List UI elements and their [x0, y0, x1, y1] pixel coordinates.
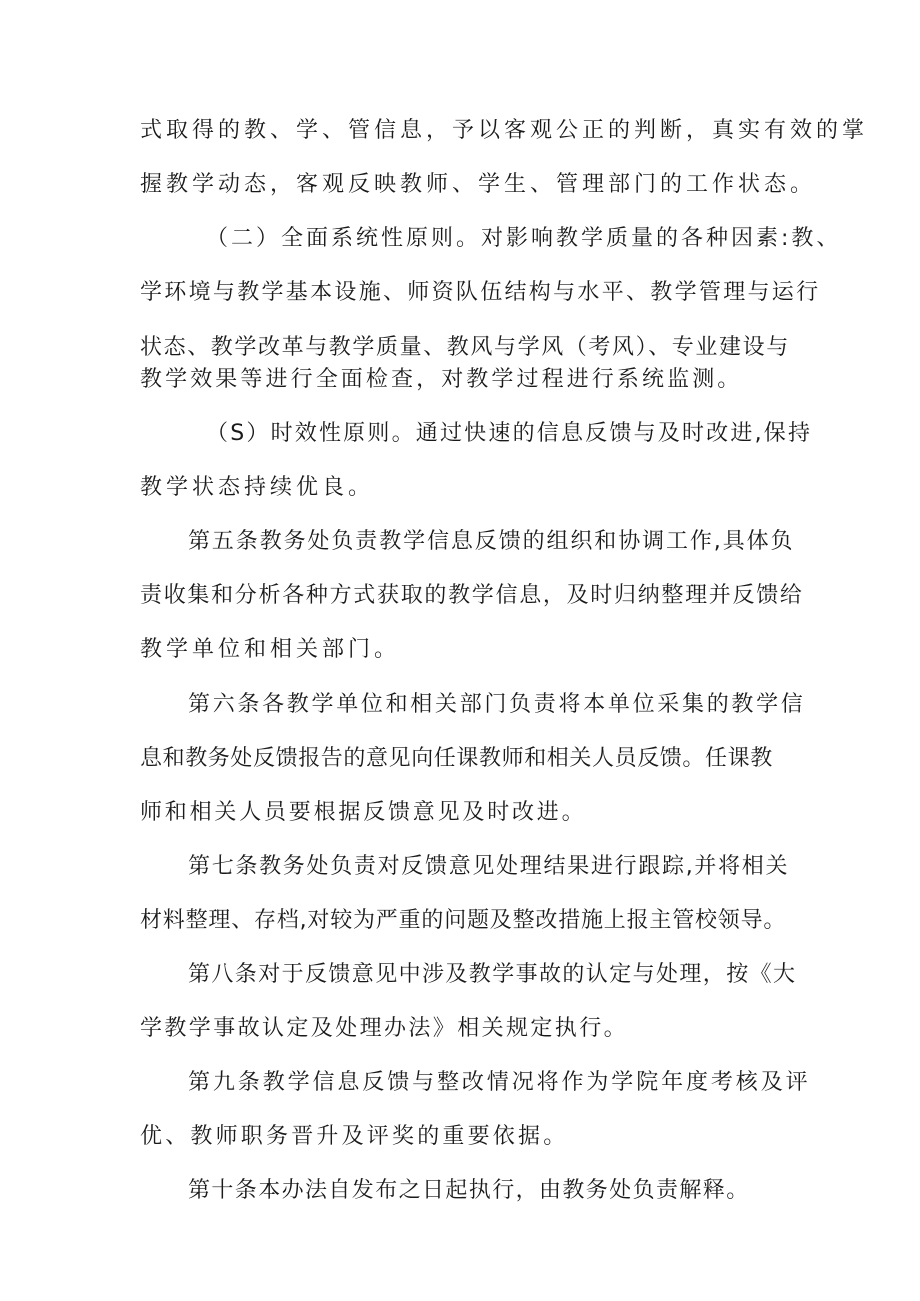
- text-line: 第九条教学信息反馈与整改情况将作为学院年度考核及评: [188, 1070, 811, 1095]
- text-line: 责收集和分析各种方式获取的教学信息，及时归纳整理并反馈给: [140, 583, 804, 608]
- text-line: 教学单位和相关部门。: [140, 637, 401, 662]
- text-line: 教学状态持续优良。: [140, 475, 375, 500]
- text-line: 第八条对于反馈意见中涉及教学事故的认定与处理，按《大: [188, 962, 797, 987]
- text-line: 息和教务处反馈报告的意见向任课教师和相关人员反馈。任课教: [140, 746, 773, 771]
- text-line: 式取得的教、学、管信息，予以客观公正的判断，真实有效的掌: [140, 118, 869, 143]
- text-line: 学教学事故认定及处理办法》相关规定执行。: [140, 1016, 629, 1041]
- text-line: 握教学动态，客观反映教师、学生、管理部门的工作状态。: [140, 172, 817, 197]
- text-line: 第五条教务处负责教学信息反馈的组织和协调工作,具体负: [188, 529, 795, 554]
- text-line: 第十条本办法自发布之日起执行，由教务处负责解释。: [188, 1178, 750, 1203]
- text-line: 第七条教务处负责对反馈意见处理结果进行跟踪,并将相关: [188, 854, 790, 879]
- text-line: 学环境与教学基本设施、师资队伍结构与水平、教学管理与运行: [140, 280, 821, 305]
- text-line: 师和相关人员要根据反馈意见及时改进。: [140, 800, 587, 825]
- text-line: 状态、教学改革与教学质量、教风与学风（考风）、专业建设与: [140, 335, 790, 360]
- text-line: 教学效果等进行全面检查，对教学过程进行系统监测。: [140, 367, 743, 392]
- text-line: （二）全面系统性原则。对影响教学质量的各种因素:教、: [206, 226, 842, 251]
- text-line: 第六条各教学单位和相关部门负责将本单位采集的教学信: [188, 692, 806, 717]
- text-line: （S）时效性原则。通过快速的信息反馈与及时改进,保持: [206, 421, 813, 446]
- text-line: 材料整理、存档,对较为严重的问题及整改措施上报主管校领导。: [140, 908, 787, 933]
- text-line: 优、教师职务晋升及评奖的重要依据。: [140, 1124, 569, 1149]
